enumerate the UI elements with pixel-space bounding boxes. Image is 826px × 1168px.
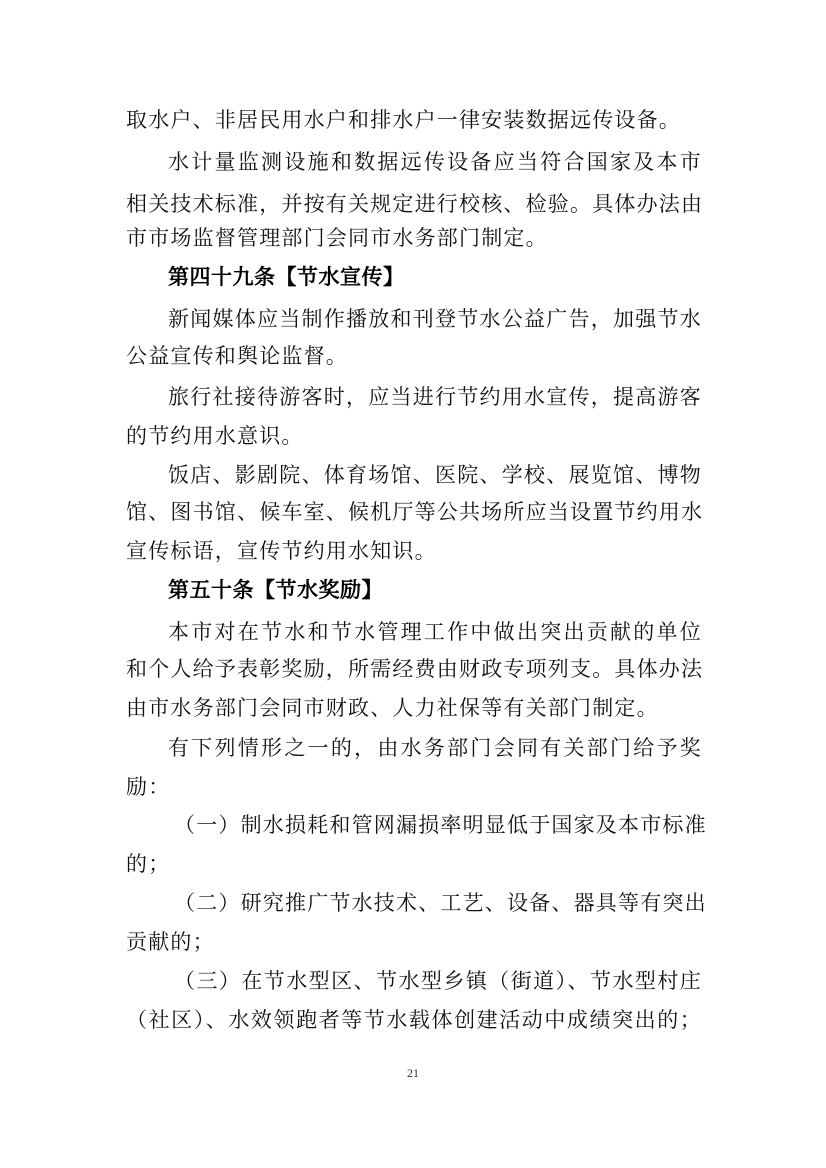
paragraph-line: 新闻媒体应当制作播放和刊登节水公益广告，加强节水 [168, 307, 702, 331]
article-50-heading: 第五十条【节水奖励】 [168, 578, 383, 602]
list-item-line: （二）研究推广节水技术、工艺、设备、器具等有突出 [174, 891, 707, 915]
paragraph-line: 相关技术标准，并按有关规定进行校核、检验。具体办法由 [126, 192, 704, 216]
list-item-line: （一）制水损耗和管网漏损率明显低于国家及本市标准 [174, 813, 707, 837]
paragraph-line: 旅行社接待游客时，应当进行节约用水宣传，提高游客 [168, 385, 702, 409]
paragraph-line: 馆、图书馆、候车室、候机厅等公共场所应当设置节约用水 [126, 500, 704, 524]
paragraph-line: 市市场监督管理部门会同市水务部门制定。 [126, 226, 548, 250]
page-number: 21 [407, 1066, 419, 1080]
paragraph-line: 有下列情形之一的，由水务部门会同有关部门给予奖 [168, 736, 702, 760]
list-item-line: 贡献的； [126, 930, 215, 954]
paragraph-line: 水计量监测设施和数据远传设备应当符合国家及本市 [168, 150, 702, 174]
paragraph-line: 由市水务部门会同市财政、人力社保等有关部门制定。 [126, 696, 659, 720]
paragraph-line: 和个人给予表彰奖励，所需经费由财政专项列支。具体办法 [126, 657, 704, 681]
paragraph-line: 的节约用水意识。 [126, 424, 304, 448]
paragraph-line: 本市对在节水和节水管理工作中做出突出贡献的单位 [168, 620, 702, 644]
paragraph-line: 饭店、影剧院、体育场馆、医院、学校、展览馆、博物 [168, 463, 702, 487]
paragraph-line: 公益宣传和舆论监督。 [126, 344, 348, 368]
article-49-heading: 第四十九条【节水宣传】 [168, 265, 405, 289]
paragraph-line: 取水户、非居民用水户和排水户一律安装数据远传设备。 [126, 108, 681, 132]
list-item-line: 的； [126, 852, 171, 876]
list-item-line: （三）在节水型区、节水型乡镇（街道）、节水型村庄 [174, 969, 702, 993]
list-item-line: （社区）、水效领跑者等节水载体创建活动中成绩突出的； [126, 1008, 702, 1032]
paragraph-line: 宣传标语，宣传节约用水知识。 [126, 539, 437, 563]
paragraph-line: 励： [126, 775, 171, 799]
